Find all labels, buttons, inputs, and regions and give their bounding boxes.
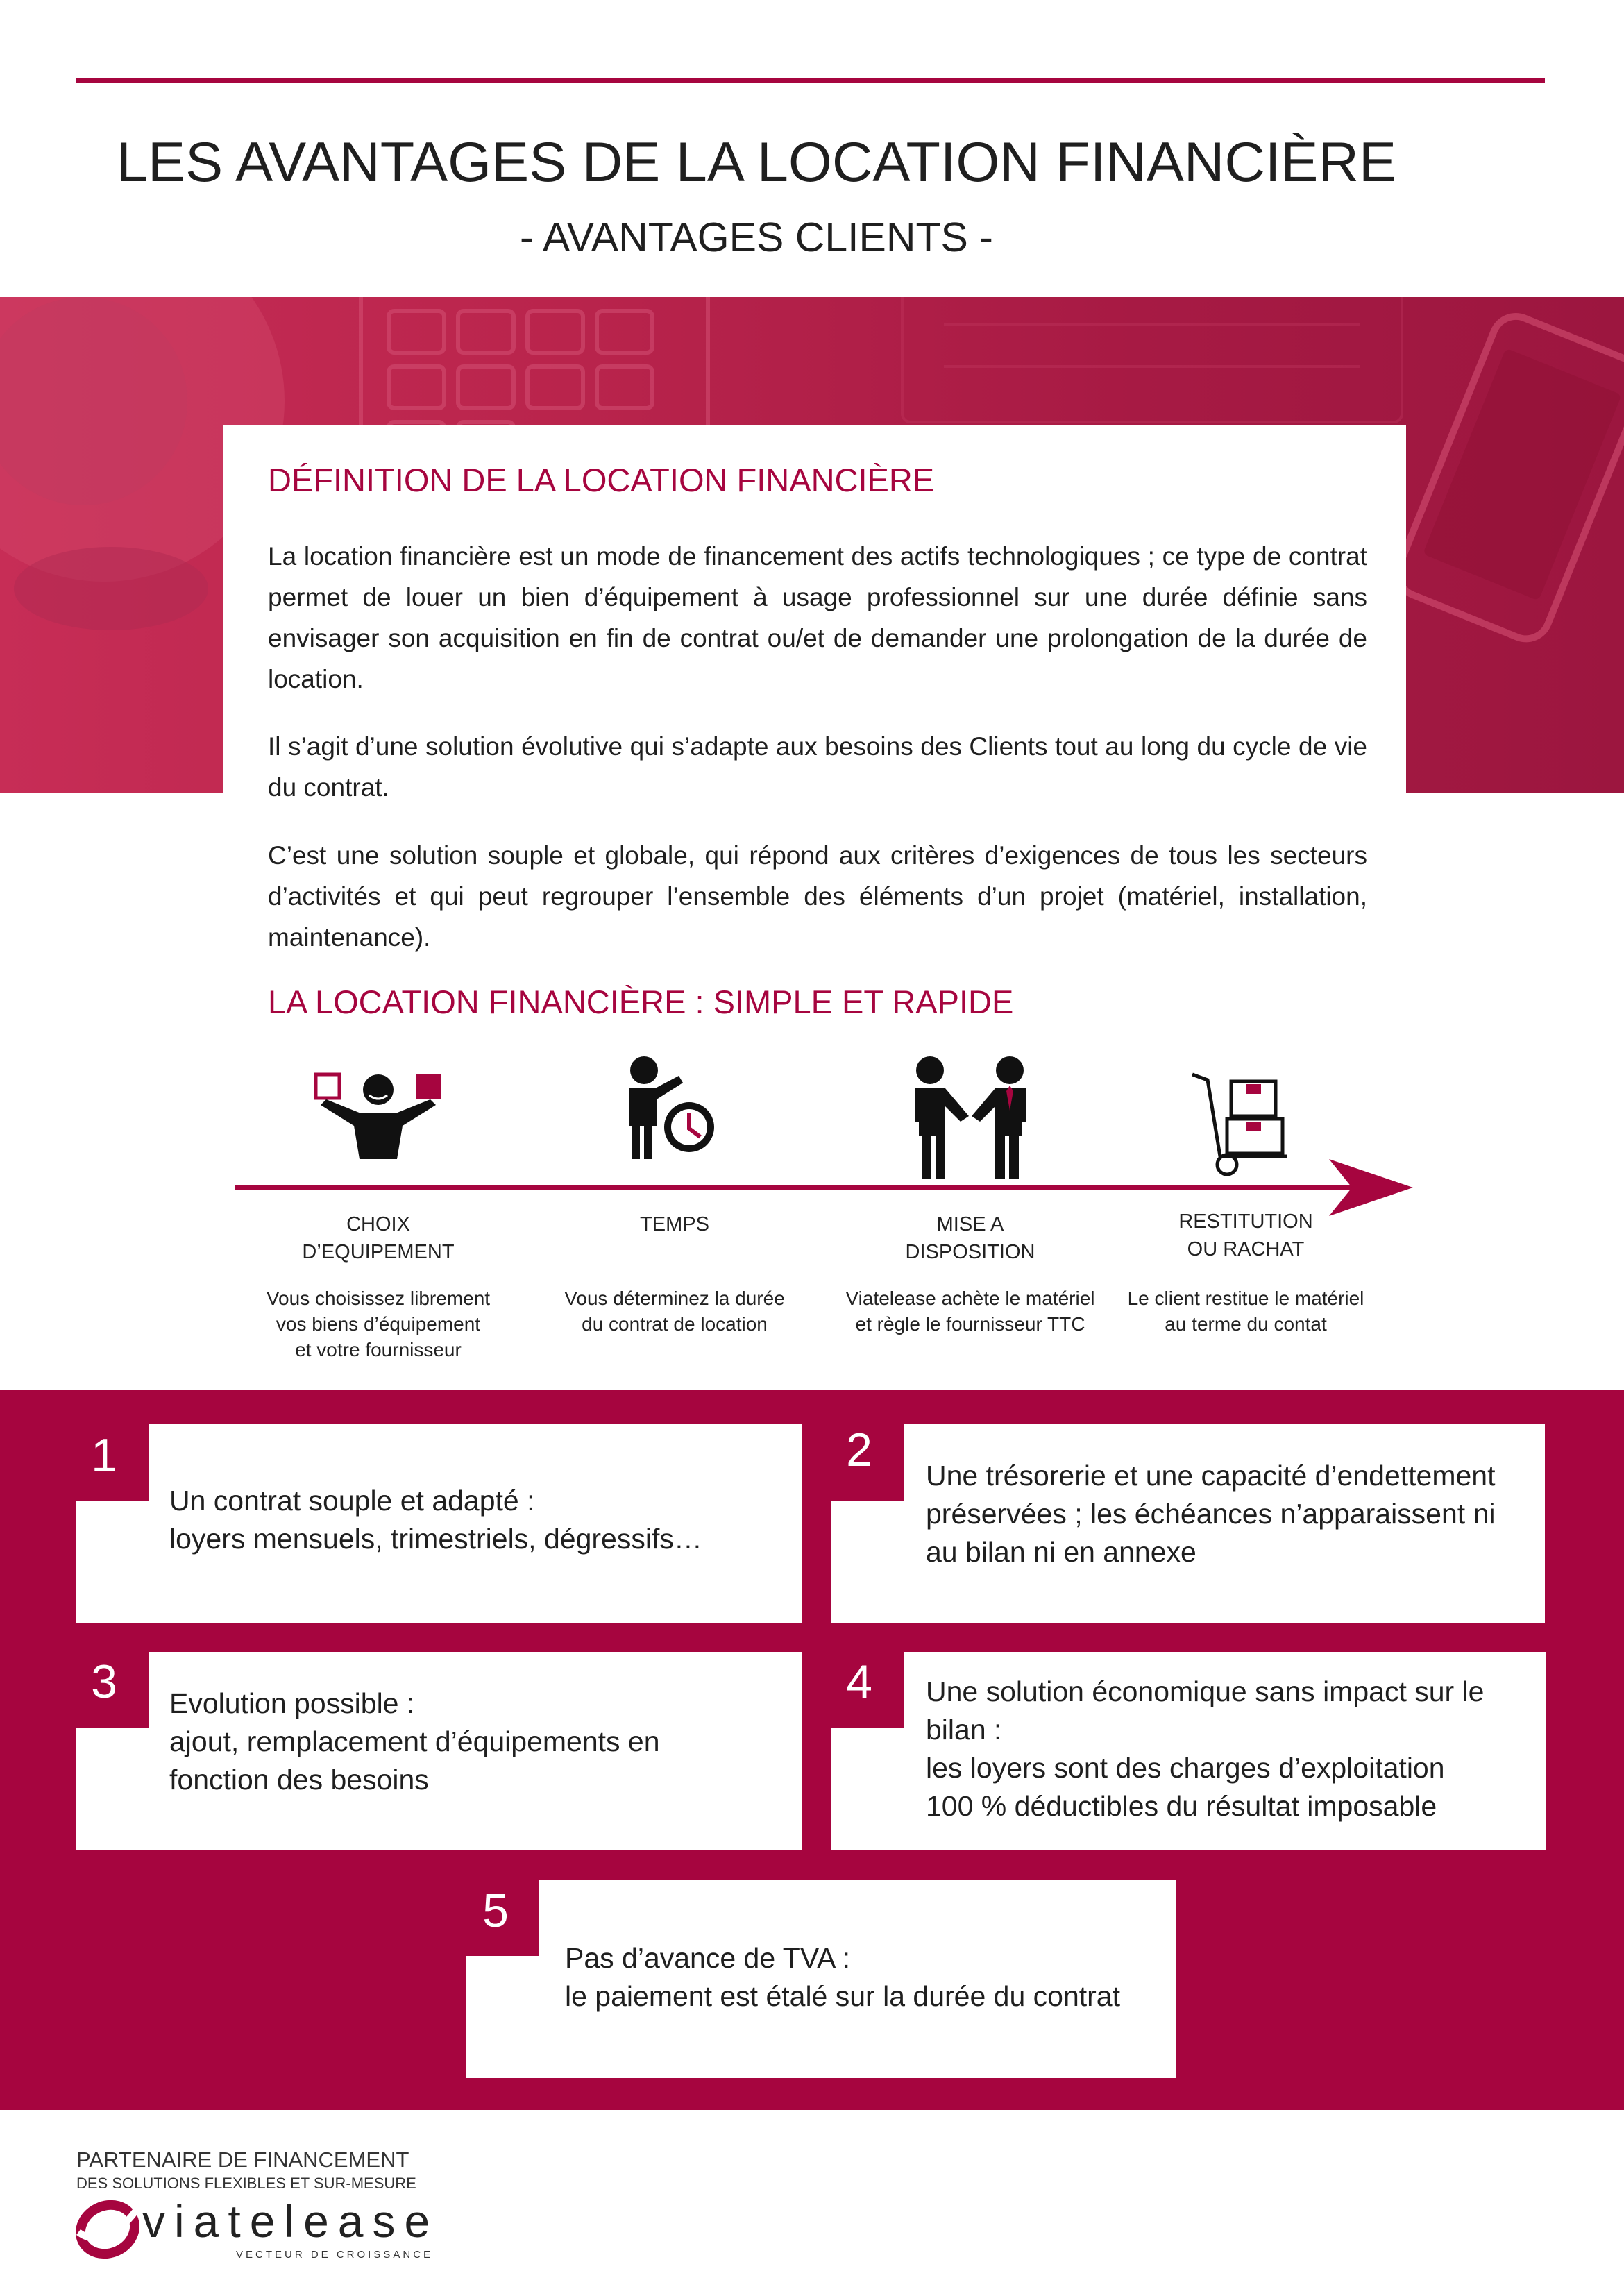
benefit-text-4: Une solution économique sans impact sur le bilan : les loyers sont des charges d’exploitation 100 % déductibles du résultat imposable bbox=[926, 1675, 1485, 1822]
benefit-text-2: Une trésorerie et une capacité d’endettement préservées ; les échéances n’apparaissent ni au bilan ni en annexe bbox=[926, 1460, 1496, 1568]
step-label-1: CHOIX D’EQUIPEMENT bbox=[302, 1213, 455, 1263]
benefit-number-4: 4 bbox=[846, 1655, 872, 1708]
footer-partner-text: PARTENAIRE DE FINANCEMENT bbox=[76, 2147, 409, 2172]
benefit-text-3: Evolution possible : ajout, remplacement d’équipements en fonction des besoins bbox=[169, 1687, 660, 1796]
step-description-2: Vous déterminez la durée du contrat de location bbox=[564, 1288, 785, 1335]
step-description-4: Le client restitue le matériel au terme du contat bbox=[1127, 1288, 1364, 1335]
step-label-3: MISE A DISPOSITION bbox=[905, 1213, 1035, 1263]
person-choosing-icon bbox=[316, 1074, 441, 1159]
benefit-text-1: Un contrat souple et adapté : loyers mensuels, trimestriels, dégressifs… bbox=[169, 1485, 702, 1555]
hand-truck-icon bbox=[1192, 1074, 1287, 1174]
viatelease-logo-icon bbox=[73, 2193, 142, 2263]
handshake-icon bbox=[915, 1056, 1026, 1179]
timeline-arrow-line bbox=[235, 1185, 1373, 1190]
benefit-number-2: 2 bbox=[846, 1424, 872, 1476]
person-clock-icon bbox=[629, 1056, 714, 1159]
process-heading: LA LOCATION FINANCIÈRE : SIMPLE ET RAPIDE bbox=[268, 984, 1014, 1020]
definition-paragraph-1: La location financière est un mode de financement des actifs technologiques ; ce type de contrat permet de louer un bien d’équipement à usage professionnel sur une durée définie sans envisager son acquisition en fin de contrat ou/et de demander une prolongation de la durée de location. bbox=[268, 542, 1367, 693]
step-description-1: Vous choisissez librement vos biens d’équipement et votre fournisseur bbox=[266, 1288, 491, 1360]
brand-tagline: VECTEUR DE CROISSANCE bbox=[236, 2249, 434, 2261]
step-label-2: TEMPS bbox=[640, 1213, 709, 1235]
process-timeline bbox=[0, 1041, 1624, 1229]
footer-solutions-text: DES SOLUTIONS FLEXIBLES ET SUR-MESURE bbox=[76, 2175, 416, 2192]
benefit-number-3: 3 bbox=[91, 1655, 117, 1708]
definition-paragraph-2: Il s’agit d’une solution évolutive qui s’adapte aux besoins des Clients tout au long du cycle de vie du contrat. bbox=[268, 732, 1367, 802]
definition-paragraph-3: C’est une solution souple et globale, qui répond aux critères d’exigences de tous les secteurs d’activités et qui peut regrouper l’ensemble des éléments d’un projet (matériel, installation, maintenance). bbox=[268, 841, 1367, 952]
step-label-4: RESTITUTION OU RACHAT bbox=[1178, 1210, 1313, 1260]
benefit-number-1: 1 bbox=[91, 1429, 117, 1482]
definition-heading: DÉFINITION DE LA LOCATION FINANCIÈRE bbox=[268, 462, 935, 498]
benefit-text-5: Pas d’avance de TVA : le paiement est étalé sur la durée du contrat bbox=[565, 1942, 1120, 2012]
step-description-3: Viatelease achète le matériel et règle le fournisseur TTC bbox=[845, 1288, 1095, 1335]
benefit-number-5: 5 bbox=[482, 1884, 509, 1937]
page-subtitle: - AVANTAGES CLIENTS - bbox=[520, 214, 993, 260]
top-rule bbox=[76, 78, 1545, 83]
page-title: LES AVANTAGES DE LA LOCATION FINANCIÈRE bbox=[117, 131, 1396, 194]
brand-name: viatelease bbox=[142, 2195, 439, 2247]
